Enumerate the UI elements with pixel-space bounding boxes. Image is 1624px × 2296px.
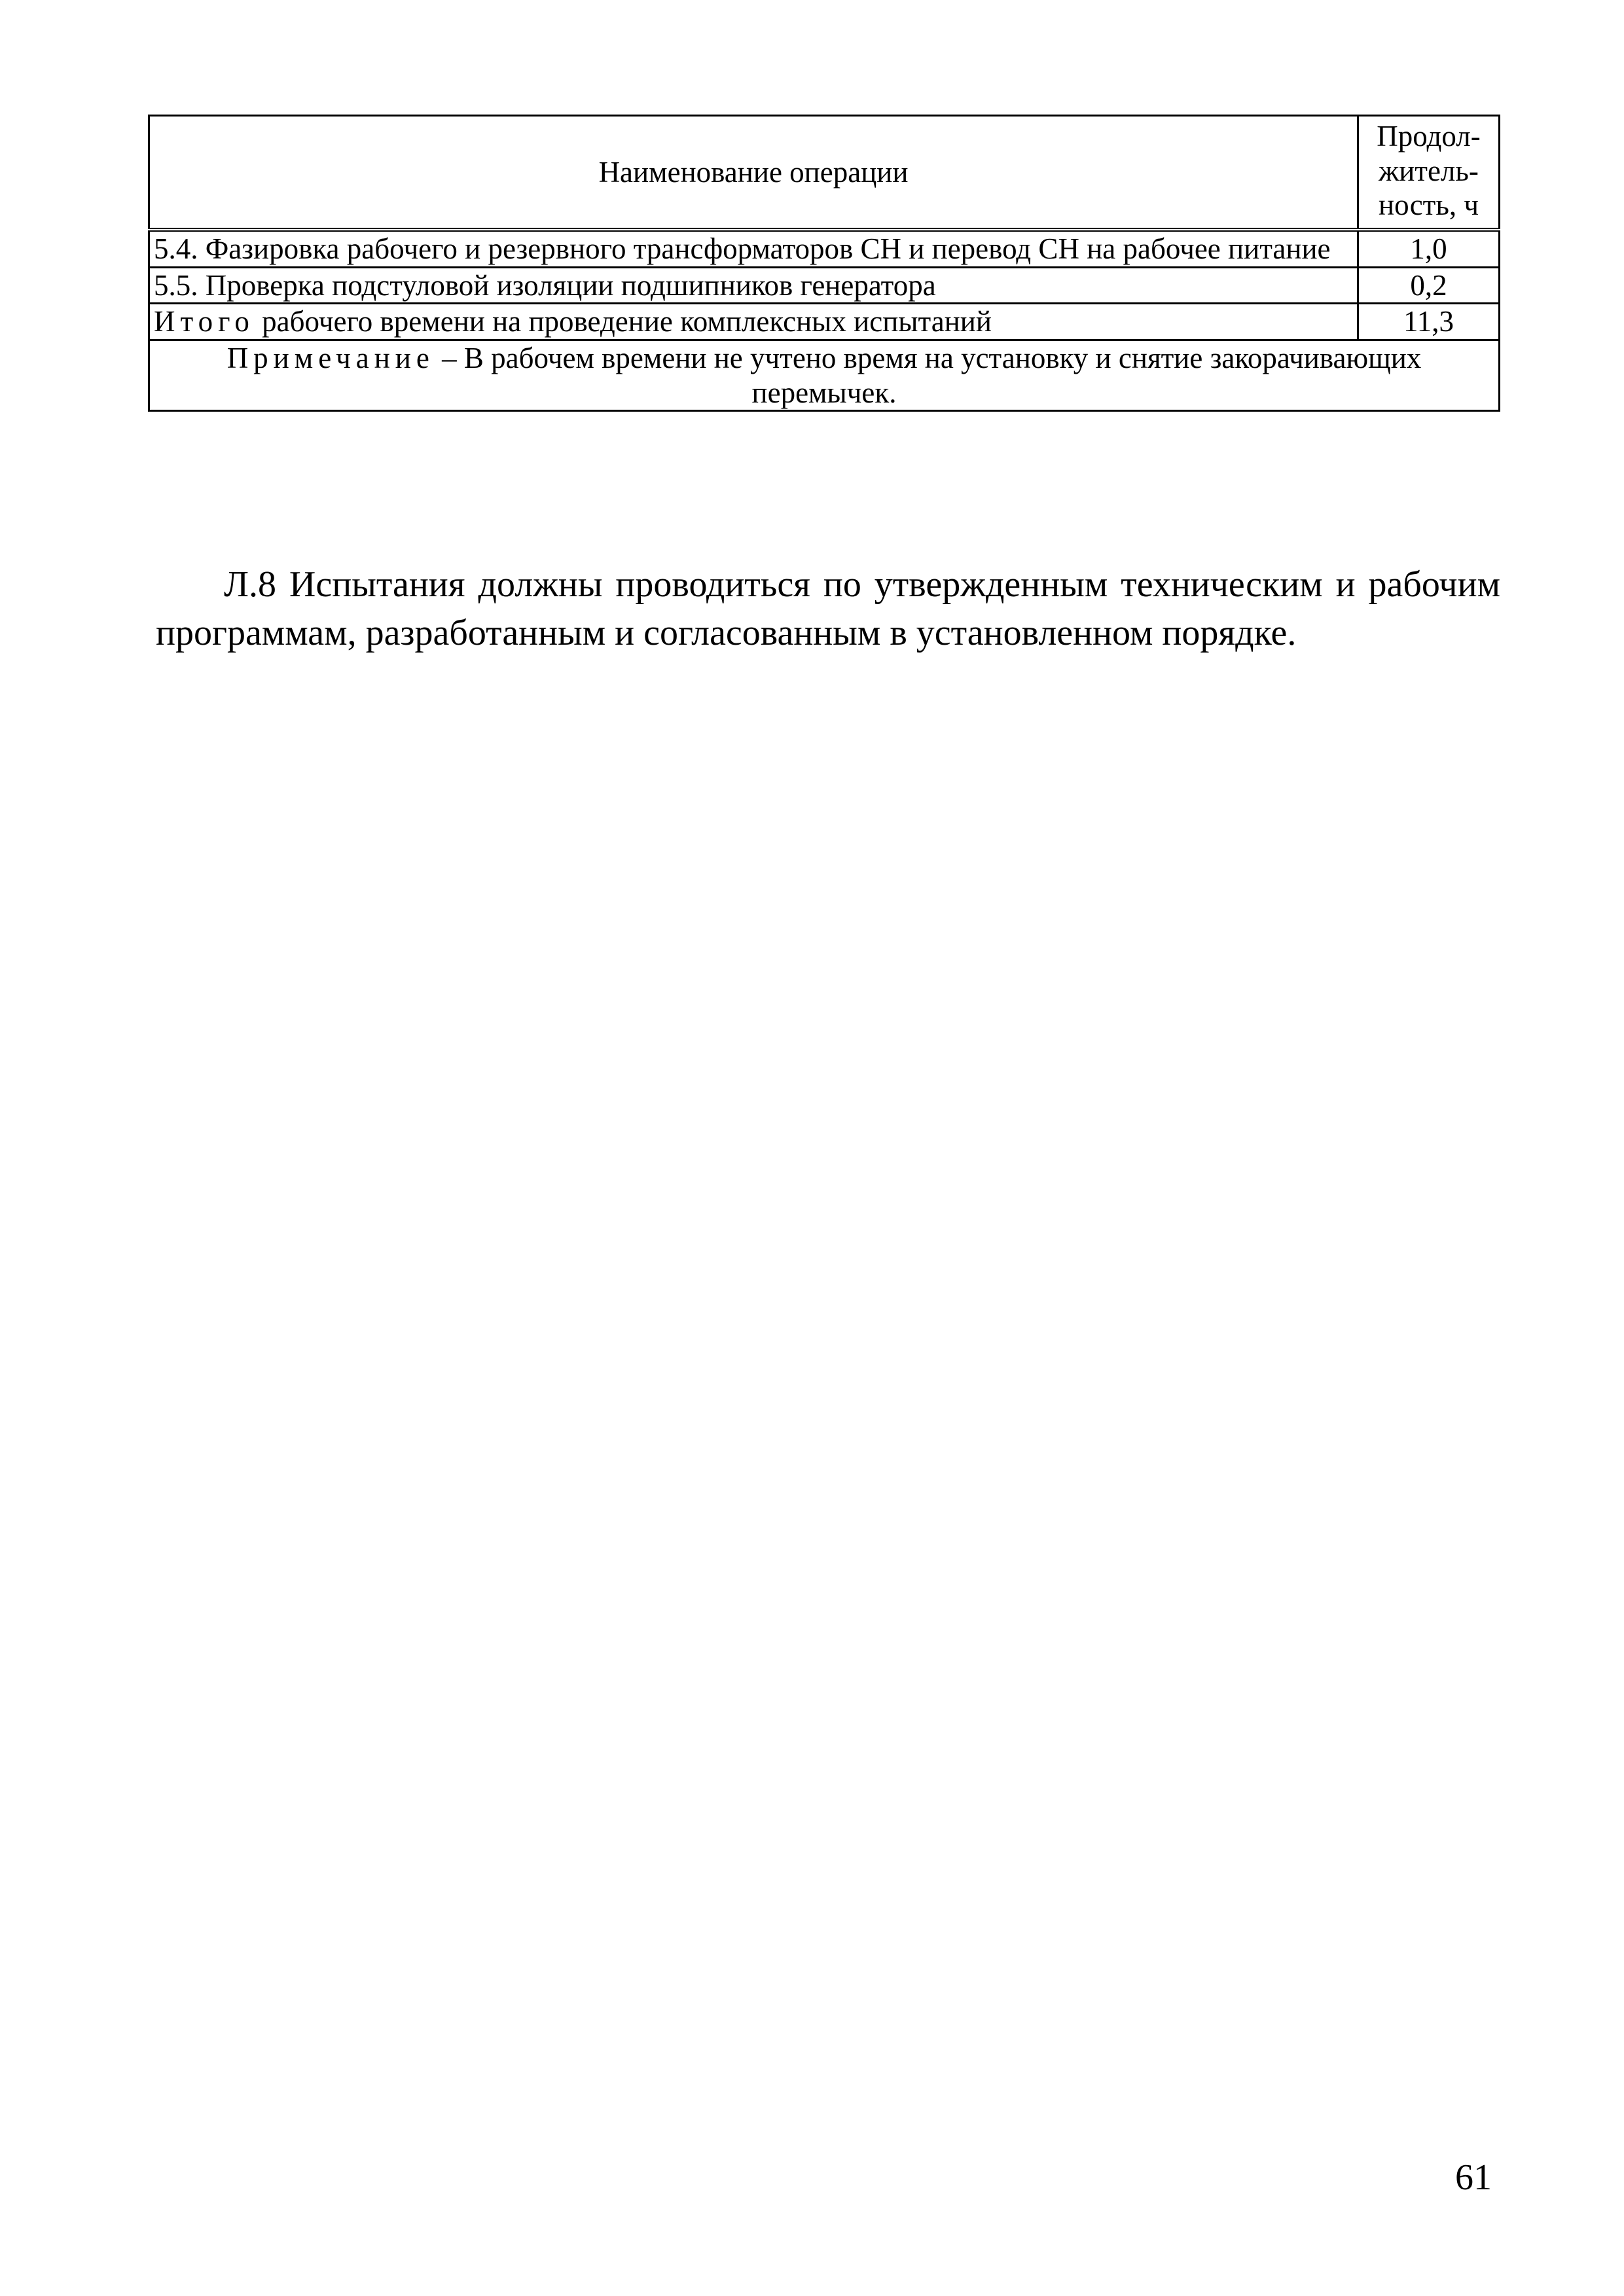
operation-name-cell: 5.4. Фазировка рабочего и резервного трансформаторов СН и перевод СН на рабочее питание — [149, 230, 1358, 267]
duration-cell: 1,0 — [1358, 230, 1500, 267]
column-header-operation-name: Наименование операции — [149, 116, 1358, 230]
note-text: – В рабочем времени не учтено время на установку и снятие закорачивающих перемычек. — [434, 341, 1422, 409]
column-header-duration — [1358, 116, 1500, 230]
table-row — [149, 267, 1500, 304]
table-header-row — [149, 116, 1500, 230]
total-duration-cell: 11,3 — [1358, 304, 1500, 340]
page-number: 61 — [1455, 2157, 1492, 2198]
operations-table — [148, 115, 1500, 412]
total-label: Итого — [154, 305, 255, 338]
note-cell — [149, 340, 1500, 410]
duration-header-line: ность, ч — [1379, 188, 1479, 222]
duration-header-line: житель- — [1379, 154, 1479, 187]
total-label-cell — [149, 304, 1358, 340]
total-text: рабочего времени на проведение комплексных испытаний — [254, 305, 992, 338]
table-total-row — [149, 304, 1500, 340]
body-paragraph: Л.8 Испытания должны проводиться по утвержденным техническим и рабочим программам, разработанным и согласованным в установленном порядке. — [156, 564, 1500, 654]
note-label: Примечание — [226, 341, 435, 374]
operation-name-cell: 5.5. Проверка подстуловой изоляции подшипников генератора — [149, 267, 1358, 304]
table-row — [149, 230, 1500, 267]
duration-cell: 0,2 — [1358, 267, 1500, 304]
duration-header-line: Продол- — [1377, 120, 1481, 152]
table-note-row — [149, 340, 1500, 410]
